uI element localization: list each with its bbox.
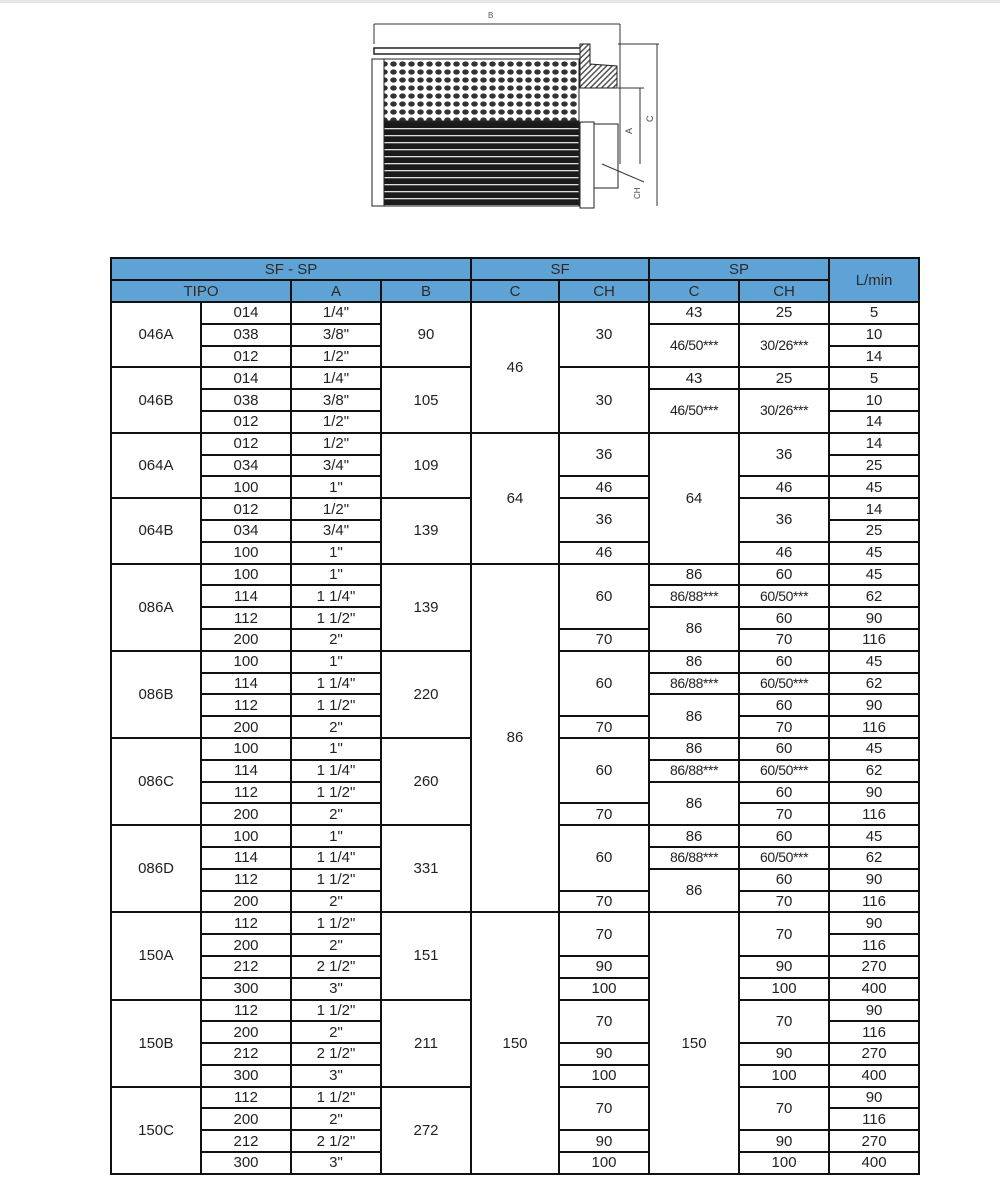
table-cell: 60 <box>739 651 829 673</box>
table-cell: 014 <box>201 302 291 324</box>
table-cell: 086A <box>111 564 201 651</box>
header-tipo: TIPO <box>111 280 291 302</box>
table-cell: 46 <box>471 302 559 433</box>
table-cell: 112 <box>201 1087 291 1109</box>
table-cell: 064A <box>111 433 201 498</box>
table-cell: 46 <box>739 476 829 498</box>
table-cell: 150C <box>111 1087 201 1174</box>
header-a: A <box>291 280 381 302</box>
table-cell: 1 1/2" <box>291 694 381 716</box>
table-cell: 1 1/2" <box>291 912 381 934</box>
table-cell: 012 <box>201 498 291 520</box>
table-cell: 1 1/4" <box>291 847 381 869</box>
table-cell: 25 <box>739 367 829 389</box>
table-cell: 114 <box>201 760 291 782</box>
table-cell: 70 <box>739 912 829 956</box>
table-cell: 86 <box>649 564 739 586</box>
table-cell: 46/50*** <box>649 389 739 433</box>
table-cell: 200 <box>201 891 291 913</box>
table-cell: 70 <box>559 803 649 825</box>
dimensions-table <box>110 257 920 1175</box>
table-cell: 014 <box>201 367 291 389</box>
table-cell: 112 <box>201 912 291 934</box>
table-cell: 43 <box>649 367 739 389</box>
table-cell: 100 <box>201 825 291 847</box>
table-cell: 116 <box>829 934 919 956</box>
table-cell: 1 1/4" <box>291 760 381 782</box>
table-cell: 60 <box>739 869 829 891</box>
table-cell: 150A <box>111 912 201 999</box>
table-cell: 3/8" <box>291 324 381 346</box>
table-cell: 116 <box>829 891 919 913</box>
table-cell: 400 <box>829 1065 919 1087</box>
table-cell: 012 <box>201 433 291 455</box>
table-cell: 086B <box>111 651 201 738</box>
table-cell: 45 <box>829 564 919 586</box>
table-cell: 60/50*** <box>739 585 829 607</box>
table-cell: 86 <box>649 869 739 913</box>
table-cell: 2" <box>291 1021 381 1043</box>
table-cell: 1" <box>291 542 381 564</box>
table-cell: 86/88*** <box>649 673 739 695</box>
table-cell: 100 <box>559 1152 649 1174</box>
table-cell: 270 <box>829 1043 919 1065</box>
table-cell: 45 <box>829 542 919 564</box>
table-cell: 14 <box>829 498 919 520</box>
table-cell: 36 <box>739 433 829 477</box>
table-cell: 100 <box>201 738 291 760</box>
table-cell: 86 <box>649 694 739 738</box>
table-cell: 2" <box>291 1108 381 1130</box>
table-cell: 2 1/2" <box>291 1130 381 1152</box>
table-cell: 1 1/4" <box>291 673 381 695</box>
table-cell: 10 <box>829 324 919 346</box>
table-cell: 400 <box>829 978 919 1000</box>
table-cell: 60 <box>559 825 649 890</box>
table-cell: 3/4" <box>291 520 381 542</box>
table-cell: 200 <box>201 716 291 738</box>
page-top-border <box>0 0 1000 3</box>
table-cell: 60 <box>559 651 649 716</box>
table-cell: 2 1/2" <box>291 956 381 978</box>
header-lmin: L/min <box>829 258 919 302</box>
table-cell: 45 <box>829 825 919 847</box>
table-cell: 25 <box>829 455 919 477</box>
table-cell: 3" <box>291 1152 381 1174</box>
table-cell: 212 <box>201 956 291 978</box>
dimension-label-a: A <box>624 127 634 134</box>
table-cell: 70 <box>739 716 829 738</box>
table-cell: 60 <box>739 782 829 804</box>
table-cell: 1 1/2" <box>291 869 381 891</box>
table-cell: 60 <box>559 738 649 803</box>
table-cell: 012 <box>201 346 291 368</box>
table-cell: 086C <box>111 738 201 825</box>
table-cell: 2" <box>291 934 381 956</box>
table-cell: 60 <box>739 825 829 847</box>
table-cell: 100 <box>201 542 291 564</box>
table-cell: 86 <box>471 564 559 913</box>
table-cell: 30/26*** <box>739 324 829 368</box>
header-sf: SF <box>471 258 649 280</box>
table-cell: 272 <box>381 1087 471 1174</box>
table-cell: 100 <box>559 978 649 1000</box>
header-sf-c: C <box>471 280 559 302</box>
table-cell: 034 <box>201 455 291 477</box>
table-cell: 90 <box>829 694 919 716</box>
dimension-label-b: B <box>488 11 494 20</box>
table-cell: 220 <box>381 651 471 738</box>
table-cell: 038 <box>201 389 291 411</box>
table-cell: 3" <box>291 1065 381 1087</box>
table-cell: 1/2" <box>291 433 381 455</box>
table-cell: 038 <box>201 324 291 346</box>
table-cell: 70 <box>559 912 649 956</box>
table-cell: 1/4" <box>291 367 381 389</box>
table-cell: 14 <box>829 411 919 433</box>
table-cell: 150 <box>649 912 739 1174</box>
table-cell: 300 <box>201 1152 291 1174</box>
table-cell: 90 <box>739 956 829 978</box>
table-cell: 70 <box>559 629 649 651</box>
table-cell: 60 <box>739 738 829 760</box>
table-cell: 300 <box>201 978 291 1000</box>
table-cell: 60/50*** <box>739 673 829 695</box>
table-cell: 270 <box>829 956 919 978</box>
table-cell: 90 <box>829 1087 919 1109</box>
table-cell: 116 <box>829 1108 919 1130</box>
header-sf-ch: CH <box>559 280 649 302</box>
table-cell: 90 <box>739 1043 829 1065</box>
table-cell: 70 <box>739 891 829 913</box>
table-cell: 86/88*** <box>649 760 739 782</box>
table-cell: 100 <box>739 1065 829 1087</box>
table-cell: 70 <box>739 1087 829 1131</box>
table-cell: 90 <box>381 302 471 367</box>
table-cell: 212 <box>201 1130 291 1152</box>
table-cell: 1 1/2" <box>291 1000 381 1022</box>
table-cell: 1" <box>291 825 381 847</box>
table-cell: 70 <box>739 629 829 651</box>
table-cell: 300 <box>201 1065 291 1087</box>
table-cell: 46 <box>739 542 829 564</box>
table-cell: 90 <box>829 912 919 934</box>
table-cell: 064B <box>111 498 201 563</box>
table-cell: 114 <box>201 585 291 607</box>
table-cell: 90 <box>829 869 919 891</box>
table-row <box>111 302 919 324</box>
table-row <box>111 912 919 934</box>
table-cell: 2" <box>291 803 381 825</box>
table-cell: 30/26*** <box>739 389 829 433</box>
table-cell: 45 <box>829 738 919 760</box>
table-cell: 43 <box>649 302 739 324</box>
table-cell: 1 1/2" <box>291 607 381 629</box>
table-cell: 400 <box>829 1152 919 1174</box>
table-cell: 200 <box>201 629 291 651</box>
table-cell: 114 <box>201 673 291 695</box>
table-cell: 114 <box>201 847 291 869</box>
table-cell: 105 <box>381 367 471 432</box>
table-cell: 62 <box>829 585 919 607</box>
table-cell: 90 <box>559 1130 649 1152</box>
table-row <box>111 564 919 586</box>
table-cell: 100 <box>201 651 291 673</box>
table-cell: 60 <box>739 607 829 629</box>
table-cell: 034 <box>201 520 291 542</box>
table-cell: 1/2" <box>291 411 381 433</box>
table-cell: 112 <box>201 607 291 629</box>
dimension-label-c: C <box>645 115 655 122</box>
header-sf-sp: SF - SP <box>111 258 471 280</box>
table-cell: 90 <box>829 1000 919 1022</box>
table-cell: 60/50*** <box>739 847 829 869</box>
table-cell: 45 <box>829 476 919 498</box>
table-row <box>111 433 919 455</box>
table-cell: 5 <box>829 367 919 389</box>
header-sp-ch: CH <box>739 280 829 302</box>
table-cell: 60 <box>739 694 829 716</box>
table-cell: 212 <box>201 1043 291 1065</box>
table-cell: 270 <box>829 1130 919 1152</box>
table-cell: 100 <box>201 564 291 586</box>
table-cell: 116 <box>829 1021 919 1043</box>
column-header-row <box>111 280 919 302</box>
table-cell: 86/88*** <box>649 847 739 869</box>
table-cell: 60 <box>559 564 649 629</box>
table-cell: 10 <box>829 389 919 411</box>
table-cell: 1 1/2" <box>291 1087 381 1109</box>
table-cell: 70 <box>559 891 649 913</box>
table-cell: 139 <box>381 564 471 651</box>
table-cell: 1 1/4" <box>291 585 381 607</box>
table-cell: 64 <box>471 433 559 564</box>
table-cell: 90 <box>559 1043 649 1065</box>
table-cell: 25 <box>829 520 919 542</box>
table-cell: 1 1/2" <box>291 782 381 804</box>
table-cell: 046B <box>111 367 201 432</box>
table-cell: 70 <box>559 1000 649 1044</box>
table-cell: 90 <box>739 1130 829 1152</box>
table-cell: 86/88*** <box>649 585 739 607</box>
table-cell: 86 <box>649 651 739 673</box>
table-cell: 200 <box>201 803 291 825</box>
table-cell: 46 <box>559 476 649 498</box>
table-cell: 62 <box>829 847 919 869</box>
table-cell: 46/50*** <box>649 324 739 368</box>
table-cell: 086D <box>111 825 201 912</box>
table-cell: 200 <box>201 1108 291 1130</box>
filter-element-drawing <box>362 4 662 214</box>
table-cell: 3/4" <box>291 455 381 477</box>
table-cell: 86 <box>649 738 739 760</box>
table-cell: 36 <box>559 498 649 542</box>
table-cell: 1" <box>291 476 381 498</box>
table-cell: 14 <box>829 433 919 455</box>
table-cell: 62 <box>829 673 919 695</box>
table-cell: 46 <box>559 542 649 564</box>
table-cell: 1" <box>291 738 381 760</box>
group-header-row <box>111 258 919 280</box>
table-cell: 100 <box>201 476 291 498</box>
table-cell: 45 <box>829 651 919 673</box>
table-cell: 260 <box>381 738 471 825</box>
table-cell: 70 <box>739 803 829 825</box>
table-cell: 112 <box>201 694 291 716</box>
table-cell: 62 <box>829 760 919 782</box>
table-cell: 90 <box>829 607 919 629</box>
table-cell: 3/8" <box>291 389 381 411</box>
table-cell: 116 <box>829 629 919 651</box>
table-cell: 25 <box>739 302 829 324</box>
table-cell: 70 <box>739 1000 829 1044</box>
table-cell: 14 <box>829 346 919 368</box>
dimension-label-ch: CH <box>633 187 642 199</box>
table-cell: 100 <box>559 1065 649 1087</box>
table-cell: 150B <box>111 1000 201 1087</box>
table-cell: 1/2" <box>291 346 381 368</box>
table-cell: 5 <box>829 302 919 324</box>
table-cell: 012 <box>201 411 291 433</box>
table-cell: 150 <box>471 912 559 1174</box>
table-cell: 36 <box>559 433 649 477</box>
header-sp-c: C <box>649 280 739 302</box>
header-sp: SP <box>649 258 829 280</box>
table-cell: 2" <box>291 891 381 913</box>
table-cell: 139 <box>381 498 471 563</box>
table-cell: 1" <box>291 564 381 586</box>
header-b: B <box>381 280 471 302</box>
table-cell: 112 <box>201 869 291 891</box>
table-cell: 112 <box>201 1000 291 1022</box>
table-cell: 60 <box>739 564 829 586</box>
table-cell: 100 <box>739 978 829 1000</box>
table-cell: 70 <box>559 716 649 738</box>
table-cell: 90 <box>559 956 649 978</box>
table-cell: 36 <box>739 498 829 542</box>
table-cell: 2" <box>291 629 381 651</box>
table-cell: 100 <box>739 1152 829 1174</box>
table-cell: 116 <box>829 716 919 738</box>
table-cell: 109 <box>381 433 471 498</box>
table-cell: 1/2" <box>291 498 381 520</box>
table-body <box>111 302 919 1174</box>
table-cell: 1/4" <box>291 302 381 324</box>
table-cell: 116 <box>829 803 919 825</box>
table-cell: 151 <box>381 912 471 999</box>
table-cell: 90 <box>829 782 919 804</box>
table-cell: 211 <box>381 1000 471 1087</box>
table-cell: 2 1/2" <box>291 1043 381 1065</box>
table-cell: 1" <box>291 651 381 673</box>
table-cell: 2" <box>291 716 381 738</box>
table-cell: 86 <box>649 825 739 847</box>
table-cell: 046A <box>111 302 201 367</box>
table-cell: 112 <box>201 782 291 804</box>
table-cell: 200 <box>201 1021 291 1043</box>
table-cell: 60/50*** <box>739 760 829 782</box>
table-cell: 86 <box>649 607 739 651</box>
table-cell: 331 <box>381 825 471 912</box>
table-cell: 3" <box>291 978 381 1000</box>
table-cell: 64 <box>649 433 739 564</box>
table-cell: 30 <box>559 302 649 367</box>
table-cell: 200 <box>201 934 291 956</box>
table-cell: 86 <box>649 782 739 826</box>
table-cell: 70 <box>559 1087 649 1131</box>
table-cell: 30 <box>559 367 649 432</box>
